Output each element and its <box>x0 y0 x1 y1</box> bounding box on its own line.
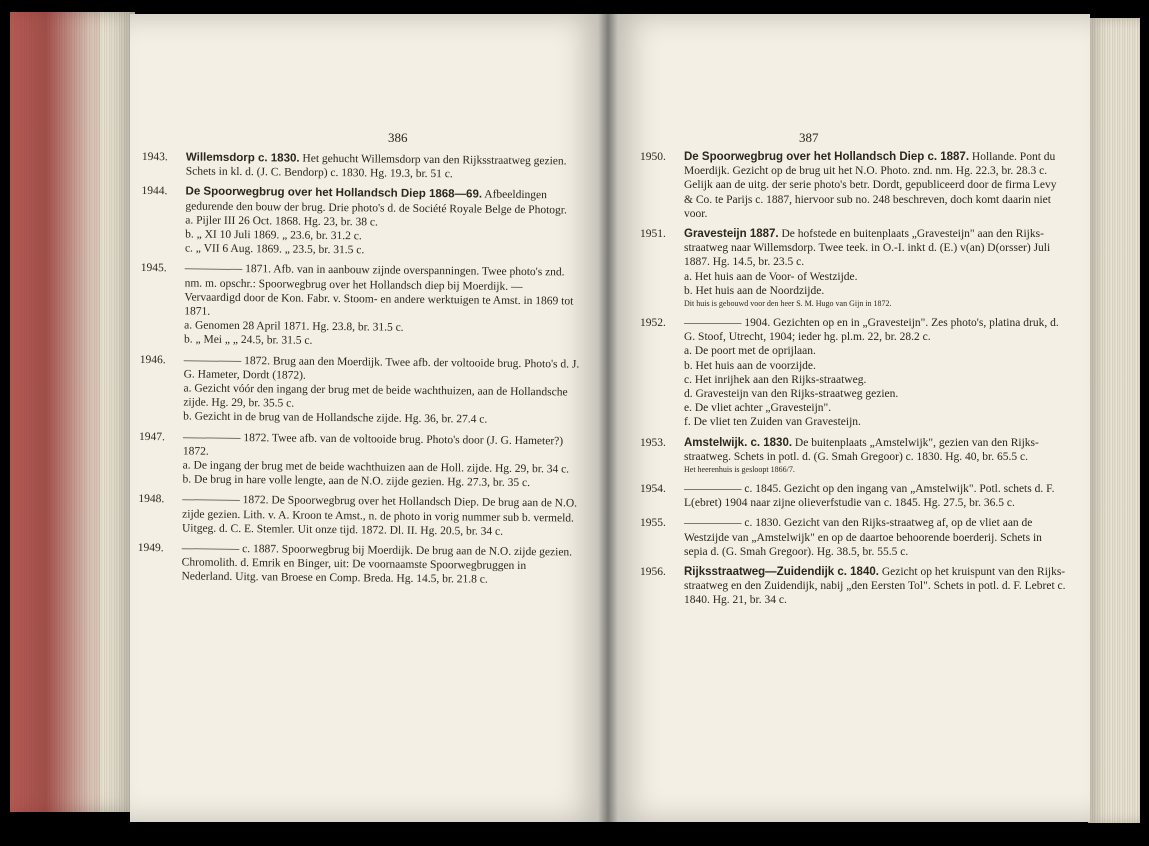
entry-number: 1949. <box>137 542 164 555</box>
entry-number: 1946. <box>139 353 166 366</box>
catalog-entry <box>640 516 1068 559</box>
entry-number: 1952. <box>640 317 666 330</box>
entry-text: ————— 1871. Afb. van in aanbouw zijnde overspanningen. Twee photo's znd. nm. m. opschr.: Spoorwegbrug over het Hollandsch diep bij Moerdijk. — Vervaardigd door de Kon. Fabr. v. Stoom- en andere werktuigen te Amst. in 1869 tot 1871. <box>184 262 574 318</box>
entry-heading: De Spoorwegbrug over het Hollandsch Diep 1868—69. <box>185 185 483 201</box>
entry-item: c. Het inrijhek aan den Rijks-straatweg. <box>684 373 867 386</box>
entry-heading: Amstelwijk. c. 1830. <box>684 436 793 449</box>
entry-heading: Willemsdorp c. 1830. <box>185 151 300 165</box>
entry-text: ————— 1872. Brug aan den Moerdijk. Twee afb. der voltooide brug. Photo's d. J. G. Hameter, Dordt (1872). <box>183 354 580 382</box>
entry-heading: Gravesteijn 1887. <box>684 228 779 241</box>
entry-item: a. De ingang der brug met de beide wachthuizen aan de Holl. zijde. Hg. 29, br. 34 c. <box>182 459 570 476</box>
entry-items <box>182 459 578 492</box>
left-page-entries <box>137 150 582 594</box>
entry-item: a. Gezicht vóór den ingang der brug met de beide wachthuizen, aan de Hollandsche zijde. Hg. 29, br. 35.5 c. <box>183 382 568 410</box>
catalog-entry <box>640 482 1068 510</box>
entry-items <box>684 270 1068 298</box>
catalog-entry <box>137 541 577 588</box>
entry-heading: De Spoorwegbrug over het Hollandsch Diep c. 1887. <box>684 151 970 163</box>
entry-item: b. Het huis aan de Noordzijde. <box>684 284 825 297</box>
entry-item: f. De vliet ten Zuiden van Gravesteijn. <box>684 416 861 429</box>
entry-text: Afbeeldingen gedurende den bouw der brug. Drie photo's d. de Société Royale Belge de Photogr. <box>185 188 567 217</box>
entry-item: c. „ VII 6 Aug. 1869. „ 23.5, br. 31.5 c. <box>184 242 365 257</box>
right-page-entries <box>640 150 1068 614</box>
entry-text: ————— c. 1887. Spoorwegbrug bij Moerdijk. De brug aan de N.O. zijde gezien. Chromolith. d. Emrik en Binger, uit: De voornaamste Spoorwegbruggen in Nederland. Uitg. van Broese en Comp. Breda. Hg. 14.5, br. 21.8 c. <box>181 542 573 587</box>
catalog-entry <box>141 184 582 260</box>
entry-items <box>684 344 1068 429</box>
entry-item: b. „ Mei „ „ 24.5, br. 31.5 c. <box>183 333 313 348</box>
entry-text: ————— 1872. De Spoorwegbrug over het Hollandsch Diep. De brug aan de N.O. zijde gezien. Lith. v. A. Kroon te Amst., n. de photo in vorig nummer sub b. vermeld. Uitgeg. d. C. E. Stemler. Uit onze tijd. 1872. Dl. II. Hg. 20.5, br. 34 c. <box>181 493 578 538</box>
entry-item: b. „ XI 10 Juli 1869. „ 23.6, br. 31.2 c. <box>185 228 362 243</box>
entry-number: 1950. <box>640 151 666 163</box>
catalog-entry <box>139 353 580 429</box>
entry-note: Het heerenhuis is gesloopt 1866/7. <box>684 465 795 475</box>
book-gutter <box>598 14 618 822</box>
entry-text: Gezicht op het kruispunt van den Rijks-straatweg en den Zuidendijk, nabij „den Eersten Tol". Schets in potl. d. F. Lebret c. 1840. Hg. 21, br. 34 c. <box>684 566 1066 607</box>
entry-item: a. Het huis aan de Voor- of Westzijde. <box>684 270 858 283</box>
entry-items <box>184 319 580 352</box>
entry-text: De buitenplaats „Amstelwijk", gezien van den Rijks-straatweg. Schets in potl. d. (G. Smah Gregoor) c. 1830. Hg. 40, br. 65.5 c. <box>684 436 1039 463</box>
entry-text: Het gehucht Willemsdorp van den Rijksstraatweg gezien. Schets in kl. d. (J. C. Bendorp) c. 1830. Hg. 19.3, br. 51 c. <box>185 152 567 181</box>
entry-number: 1951. <box>640 228 666 241</box>
catalog-entry <box>140 261 581 351</box>
catalog-entry <box>640 565 1068 608</box>
catalog-entry <box>640 316 1068 430</box>
catalog-entry <box>640 150 1068 221</box>
entry-note: Dit huis is gebouwd voor den heer S. M. Hugo van Gijn in 1872. <box>684 299 892 309</box>
entry-text: Hollande. Pont du Moerdijk. Gezicht op de brug uit het N.O. Photo. znd. nm. Hg. 22.3, br. 28.3 c. Gelijk aan de uitg. der serie photo's betr. Dordt, gepubliceerd door de firma Levy & Co. te Parijs c. 1887, hiervoor sub no. 248 beschreven, doch komt daarin niet voor. <box>684 151 1057 220</box>
catalog-entry <box>640 227 1068 310</box>
entry-text: ————— 1904. Gezichten op en in „Gravesteijn". Zes photo's, platina druk, d. G. Stoof, Utrecht, 1904; ieder hg. pl.m. 22, br. 28.2 c. <box>684 317 1059 344</box>
catalog-entry <box>640 436 1068 476</box>
book-edge-left <box>10 12 135 812</box>
entry-text: ————— c. 1845. Gezicht op den ingang van „Amstelwijk". Potl. schets d. F. L(ebret) 1904 naar zijne olieverfstudie van c. 1845. Hg. 27.5, br. 36.5 c. <box>684 483 1055 510</box>
entry-item: b. Gezicht in de brug van de Hollandsche zijde. Hg. 36, br. 27.4 c. <box>183 410 488 427</box>
entry-item: a. Pijler III 26 Oct. 1868. Hg. 23, br. 38 c. <box>185 214 378 229</box>
right-page <box>608 14 1090 822</box>
entry-item: b. Het huis aan de voorzijde. <box>684 359 816 372</box>
entry-number: 1944. <box>141 185 168 198</box>
entry-item: a. De poort met de oprijlaan. <box>684 345 816 358</box>
entry-text: De hofstede en buitenplaats „Gravesteijn" aan den Rijks-straatweg naar Willemsdorp. Twee teek. in O.-I. inkt d. (E.) v(an) D(orsser) Juli 1887. Hg. 14.5, br. 23.5 c. <box>684 228 1051 269</box>
entry-number: 1953. <box>640 436 666 449</box>
entry-number: 1954. <box>640 483 666 496</box>
book-edge-right <box>1088 18 1140 823</box>
catalog-entry <box>142 150 582 183</box>
left-page <box>130 14 608 822</box>
entry-item: b. De brug in hare volle lengte, aan de N.O. zijde gezien. Hg. 27.3, br. 35 c. <box>182 473 531 490</box>
catalog-entry <box>138 492 578 539</box>
entry-number: 1956. <box>640 566 666 579</box>
entry-number: 1945. <box>140 262 167 275</box>
entry-heading: Rijksstraatweg—Zuidendijk c. 1840. <box>684 566 879 579</box>
entry-item: d. Gravesteijn van den Rijks-straatweg gezien. <box>684 388 899 401</box>
page-number: 386 <box>388 130 408 145</box>
page-number: 387 <box>799 130 819 145</box>
entry-number: 1955. <box>640 517 666 530</box>
catalog-entry <box>138 430 579 491</box>
entry-items <box>185 213 581 260</box>
entry-number: 1943. <box>141 150 168 164</box>
entry-number: 1948. <box>138 493 165 506</box>
entry-item: a. Genomen 28 April 1871. Hg. 23.8, br. 31.5 c. <box>184 319 404 334</box>
entry-text: ————— c. 1830. Gezicht van den Rijks-straatweg af, op de vliet aan de Westzijde van „Amstelwijk" en op de daartoe behoorende boerderij. Schets in sepia d. (G. Smah Gregoor). Hg. 38.5, br. 55.5 c. <box>684 517 1042 558</box>
entry-items <box>183 381 579 428</box>
entry-text: ————— 1872. Twee afb. van de voltooide brug. Photo's door (J. G. Hameter?) 1872. <box>182 431 564 458</box>
entry-item: e. De vliet achter „Gravesteijn". <box>684 402 832 415</box>
entry-number: 1947. <box>138 430 165 443</box>
